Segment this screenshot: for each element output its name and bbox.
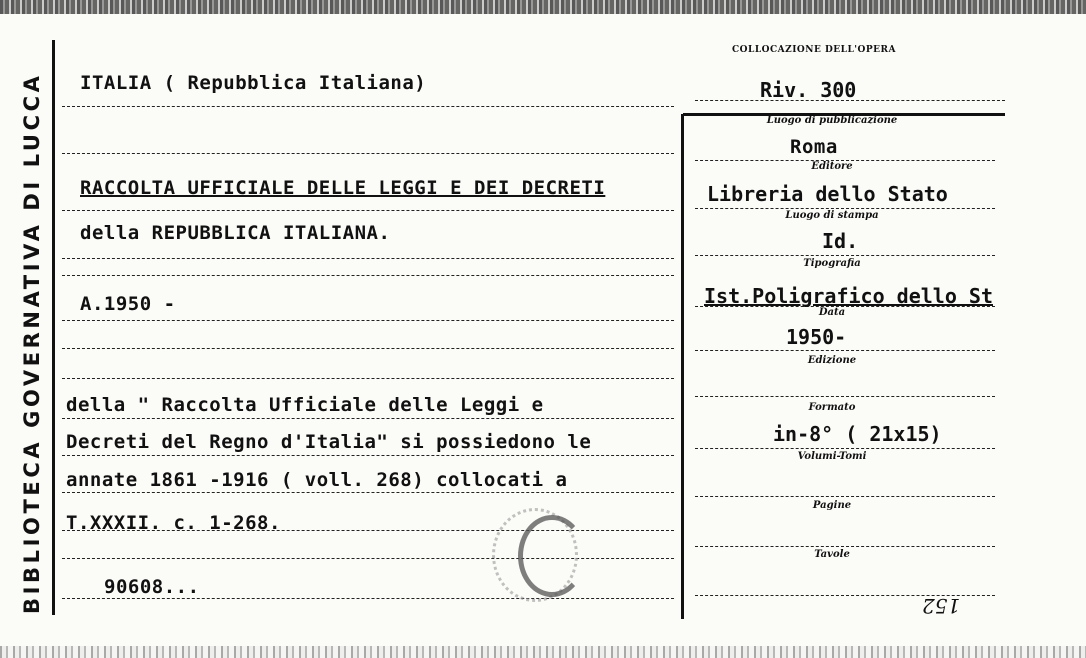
left-line: [62, 492, 674, 493]
note-line: T.XXXII. c. 1-268.: [66, 512, 281, 534]
right-line: [695, 350, 995, 351]
place-of-publication: Roma: [790, 136, 838, 158]
right-line: [695, 448, 995, 449]
ink-stamp-mark: [518, 515, 586, 597]
right-line: [695, 496, 995, 497]
shelfmark: Riv. 300: [760, 78, 857, 102]
field-label: Tipografia: [803, 258, 861, 269]
inventory-number: 90608...: [104, 576, 200, 598]
right-line: [695, 208, 995, 209]
date: 1950-: [786, 325, 847, 349]
printer: Ist.Poligrafico dello St: [704, 284, 993, 308]
left-line: [62, 378, 674, 379]
year-range: A.1950 -: [80, 293, 176, 315]
library-name: BIBLIOTECA GOVERNATIVA DI LUCCA: [20, 72, 44, 614]
left-line: [62, 106, 674, 107]
right-line: [695, 546, 995, 547]
publisher: Libreria dello Stato: [707, 182, 948, 206]
note-line: della " Raccolta Ufficiale delle Leggi e: [66, 394, 544, 416]
left-line: [62, 275, 674, 276]
left-line: [62, 598, 674, 599]
note-line: annate 1861 -1916 ( voll. 268) collocati a: [66, 469, 568, 491]
field-label: Tavole: [814, 549, 850, 560]
title-line: della REPUBBLICA ITALIANA.: [80, 222, 391, 244]
note-line: Decreti del Regno d'Italia" si possiedono le: [66, 431, 592, 453]
field-label: Formato: [808, 402, 856, 413]
field-label: Edizione: [807, 355, 857, 366]
field-label: Pagine: [812, 500, 852, 511]
card-bottom-edge: [0, 646, 1086, 658]
place-of-printing: Id.: [822, 229, 859, 253]
right-line: [695, 255, 995, 256]
middle-rule: [681, 114, 684, 619]
card-top-edge: [0, 0, 1086, 14]
collocation-heading: COLLOCAZIONE DELL'OPERA: [732, 45, 896, 55]
field-label: Luogo di stampa: [785, 210, 879, 221]
left-line: [62, 210, 674, 211]
left-line: [62, 320, 674, 321]
field-label: Volumi-Tomi: [797, 451, 867, 462]
handwritten-number: 152: [922, 594, 961, 618]
left-line: [62, 455, 674, 456]
left-line: [62, 348, 674, 349]
field-label: Luogo di pubblicazione: [766, 115, 898, 126]
left-line: [62, 418, 674, 419]
left-line: [62, 258, 674, 259]
right-line: [695, 396, 995, 397]
author-heading: ITALIA ( Repubblica Italiana): [80, 72, 427, 94]
format: in-8° ( 21x15): [773, 422, 942, 446]
left-line: [62, 153, 674, 154]
title-line: RACCOLTA UFFICIALE DELLE LEGGI E DEI DECRETI: [80, 177, 606, 199]
field-label: Data: [818, 307, 846, 318]
left-rule: [52, 40, 55, 615]
field-label: Editore: [811, 161, 853, 172]
